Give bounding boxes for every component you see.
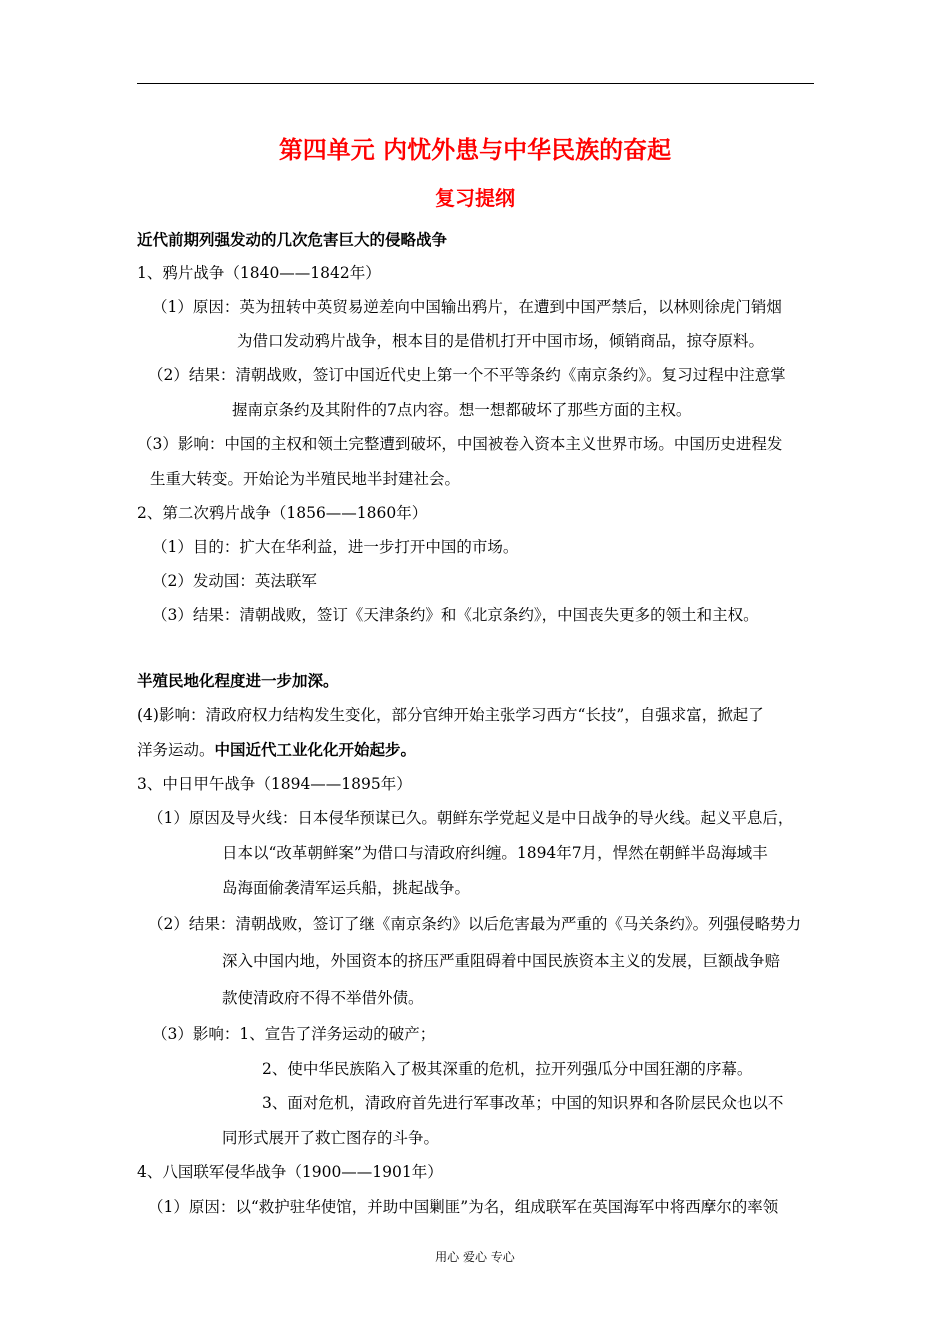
bold-note: 半殖民地化程度进一步加深。 (137, 672, 339, 690)
paragraph-line: 日本以“改革朝鲜案”为借口与清政府纠缠。1894年7月，悍然在朝鲜半岛海域丰 (222, 844, 768, 862)
paragraph-line: （2）发动国：英法联军 (152, 572, 317, 590)
paragraph-line: （1）原因：以“救护驻华使馆，并助中国剿匪”为名，组成联军在英国海军中将西摩尔的率领 (148, 1198, 779, 1216)
paragraph-line: （3）影响：中国的主权和领土完整遭到破坏，中国被卷入资本主义世界市场。中国历史进程发 (137, 435, 783, 453)
paragraph-line: 同形式展开了救亡图存的斗争。 (222, 1129, 440, 1147)
paragraph-line: （1）目的：扩大在华利益，进一步打开中国的市场。 (152, 538, 519, 556)
paragraph-line: （3）影响：1、宣告了洋务运动的破产； (152, 1025, 436, 1043)
paragraph-line: 生重大转变。开始论为半殖民地半封建社会。 (150, 470, 461, 488)
page-title: 第四单元 内忧外患与中华民族的奋起 (278, 136, 672, 164)
paragraph-line: 深入中国内地，外国资本的挤压严重阻碍着中国民族资本主义的发展，巨额战争赔 (222, 952, 781, 970)
paragraph-line: （1）原因及导火线：日本侵华预谋已久。朝鲜东学党起义是中日战争的导火线。起义平息后， (148, 809, 794, 827)
paragraph-line: 1、鸦片战争（1840——1842年） (137, 264, 381, 282)
paragraph-line: 握南京条约及其附件的7点内容。想一想都破坏了那些方面的主权。 (232, 401, 692, 419)
paragraph-line: 2、第二次鸦片战争（1856——1860年） (137, 504, 428, 522)
paragraph-line: （2）结果：清朝战败，签订中国近代史上第一个不平等条约《南京条约》。复习过程中注意掌 (148, 366, 786, 384)
paragraph-line: 3、面对危机，清政府首先进行军事改革；中国的知识界和各阶层民众也以不 (262, 1094, 784, 1112)
paragraph-line: （1）原因：英为扭转中英贸易逆差向中国输出鸦片，在遭到中国严禁后，以林则徐虎门销烟 (152, 298, 782, 316)
paragraph-line: (4)影响：清政府权力结构发生变化，部分官绅开始主张学习西方“长技”，自强求富，掀起了 (137, 706, 764, 724)
paragraph-line: 为借口发动鸦片战争，根本目的是借机打开中国市场，倾销商品，掠夺原料。 (237, 332, 765, 350)
paragraph-line: 岛海面偷袭清军运兵船，挑起战争。 (222, 879, 471, 897)
paragraph-line: （3）结果：清朝战败，签订《天津条约》和《北京条约》，中国丧失更多的领土和主权。 (152, 606, 759, 624)
paragraph-line-text: 洋务运动。 (137, 741, 215, 759)
header-rule (137, 83, 814, 84)
paragraph-line: （2）结果：清朝战败，签订了继《南京条约》以后危害最为严重的《马关条约》。列强侵略势力 (148, 915, 802, 933)
page-subtitle: 复习提纲 (435, 186, 515, 210)
page-footer: 用心 爱心 专心 (435, 1250, 515, 1264)
paragraph-line: 4、八国联军侵华战争（1900——1901年） (137, 1163, 443, 1181)
paragraph-line-start (137, 740, 416, 760)
paragraph-line: 2、使中华民族陷入了极其深重的危机，拉开列强瓜分中国狂潮的序幕。 (262, 1060, 753, 1078)
paragraph-line: 款使清政府不得不举借外债。 (222, 989, 424, 1007)
paragraph-line: 3、中日甲午战争（1894——1895年） (137, 775, 412, 793)
bold-note: 中国近代工业化化开始起步。 (214, 741, 417, 759)
section-heading: 近代前期列强发动的几次危害巨大的侵略战争 (137, 231, 448, 249)
